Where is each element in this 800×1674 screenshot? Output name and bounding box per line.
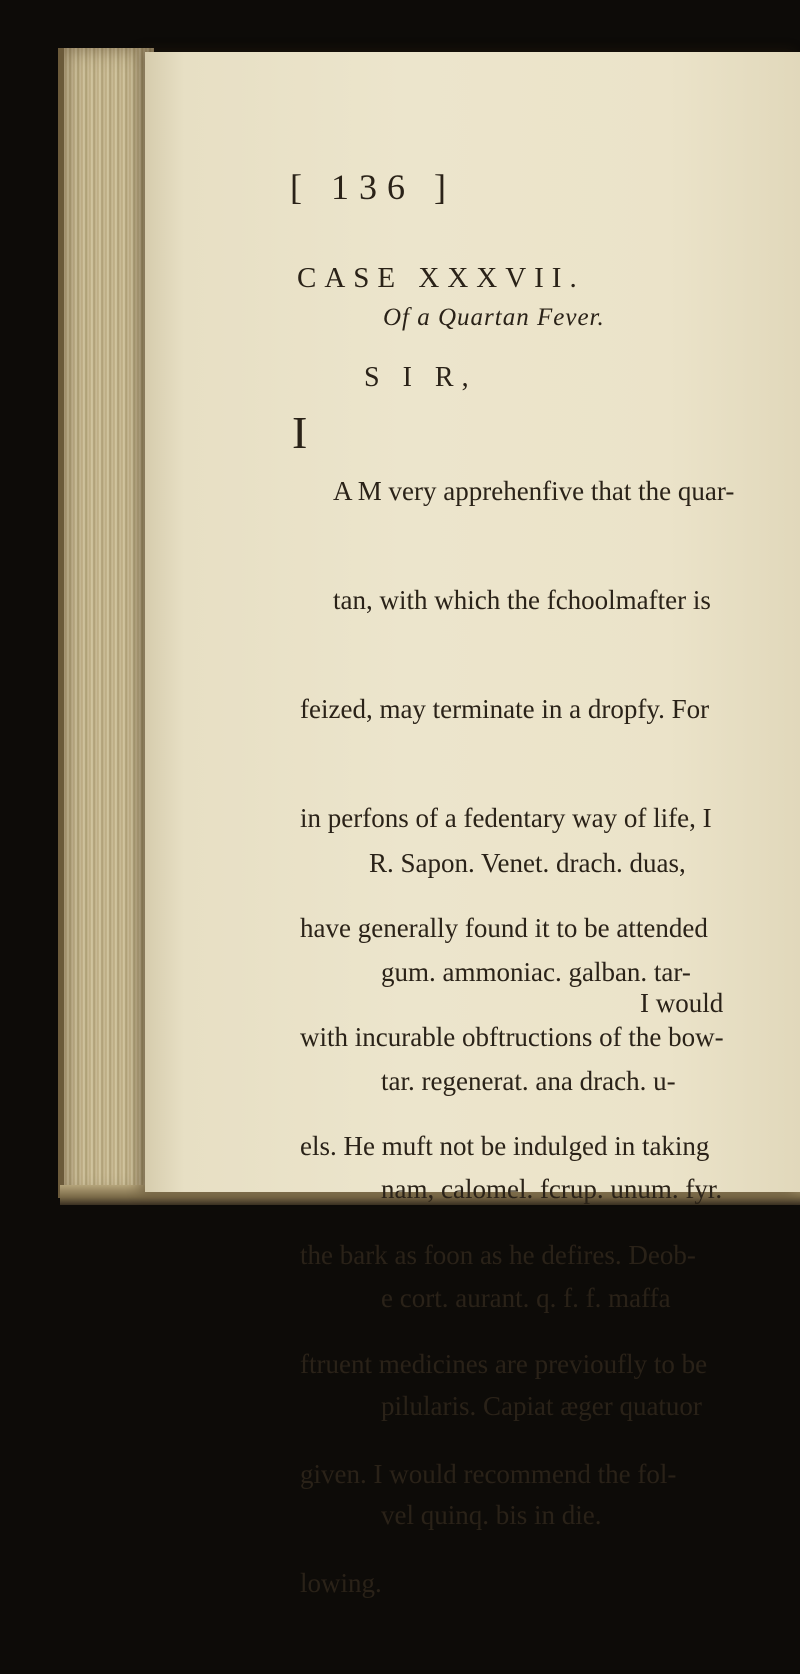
recipe-line: e cort. aurant. q. f. f. maffa xyxy=(381,1282,671,1313)
body-line: lowing. xyxy=(300,1567,382,1598)
body-line: els. He muft not be indulged in taking xyxy=(300,1131,710,1162)
body-line: with incurable obftructions of the bow- xyxy=(300,1021,724,1052)
body-line: in perfons of a fedentary way of life, I xyxy=(300,803,712,834)
recipe-line: gum. ammoniac. galban. tar- xyxy=(381,957,691,987)
body-line: the bark as foon as he defires. Deob- xyxy=(300,1240,696,1271)
recipe-line: pilularis. Capiat æger quatuor xyxy=(381,1391,702,1422)
salutation: S I R, xyxy=(364,362,477,393)
body-line: feized, may terminate in a dropfy. For xyxy=(300,694,710,725)
page-edges xyxy=(58,48,154,1198)
recipe-line: vel quinq. bis in die. xyxy=(381,1499,602,1530)
drop-cap: I xyxy=(292,407,308,458)
case-subtitle: Of a Quartan Fever. xyxy=(383,304,605,331)
page-number-header: [ 136 ] xyxy=(290,167,456,207)
catchword: I would xyxy=(640,988,724,1018)
recipe-block xyxy=(369,773,769,1606)
body-line: A M very apprehenfive that the quar- xyxy=(333,475,735,506)
body-line: ftruent medicines are previoufly to be xyxy=(300,1349,708,1380)
body-line: have generally found it to be attended xyxy=(300,912,708,943)
recipe-line: nam, calomel. fcrup. unum. fyr. xyxy=(381,1174,723,1205)
body-line: tan, with which the fchoolmafter is xyxy=(333,585,711,616)
recipe-line: R. Sapon. Venet. drach. duas, xyxy=(369,848,686,879)
recipe-line: tar. regenerat. ana drach. u- xyxy=(381,1065,676,1096)
body-line: given. I would recommend the fol- xyxy=(300,1458,677,1489)
case-title: CASE XXXVII. xyxy=(297,262,585,294)
